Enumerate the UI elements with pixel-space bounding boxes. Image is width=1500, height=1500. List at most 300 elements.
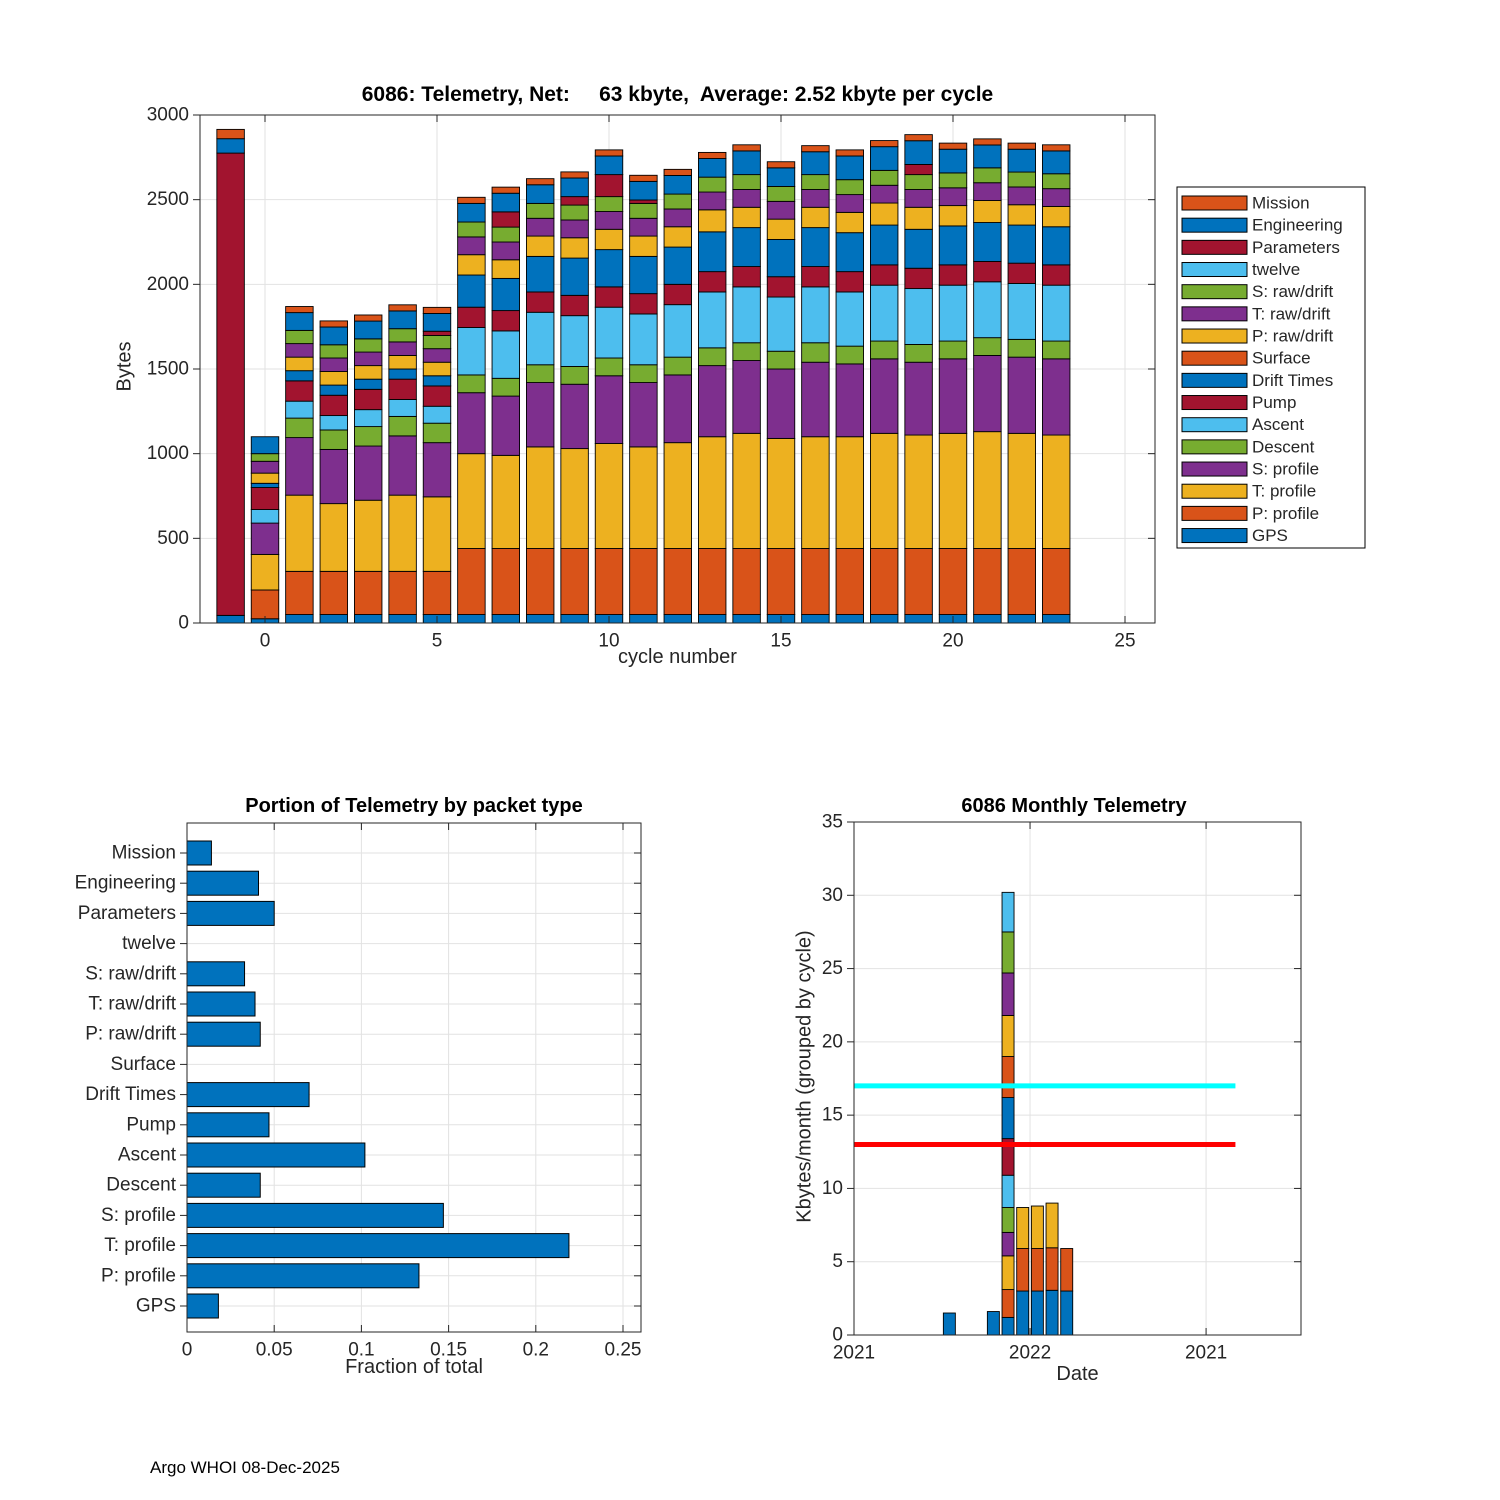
- bar-segment-s--profile: [630, 383, 658, 447]
- monthly-bar-segment: [1002, 932, 1014, 973]
- bar-segment-drift-times: [561, 258, 589, 295]
- monthly-bar-segment: [1002, 1015, 1014, 1056]
- bar-segment-t--raw-drift: [526, 218, 554, 236]
- bar-segment-t--raw-drift: [251, 461, 279, 473]
- x-tick-label: 25: [1114, 630, 1136, 652]
- bar-segment-s--profile: [1008, 357, 1036, 433]
- bar-segment-engineering: [836, 156, 864, 180]
- portion-by-packet-type-chart: [75, 823, 642, 1361]
- bar-segment-p--profile: [251, 590, 279, 619]
- bar-segment-t--raw-drift: [698, 192, 726, 210]
- monthly-bar-segment: [1017, 1291, 1029, 1335]
- bar-segment-pump: [939, 265, 967, 285]
- bar-segment-s--raw-drift: [939, 173, 967, 188]
- hbar-gps: [187, 1294, 218, 1318]
- bar-segment-descent: [905, 344, 933, 362]
- bar-segment-t--profile: [1042, 435, 1070, 548]
- bar-segment-pump: [286, 381, 314, 401]
- bar-segment-t--raw-drift: [870, 185, 898, 203]
- bar-segment-s--raw-drift: [251, 454, 279, 462]
- chart2-title: Portion of Telemetry by packet type: [245, 795, 583, 817]
- bar-segment-p--profile: [974, 548, 1002, 614]
- bar-segment-s--raw-drift: [905, 175, 933, 190]
- bar-segment-p--profile: [286, 571, 314, 614]
- bar-segment-gps: [561, 615, 589, 623]
- bar-segment-gps: [698, 615, 726, 623]
- bar-segment-gps: [217, 615, 245, 623]
- bar-segment-p--raw-drift: [664, 227, 692, 247]
- bar-segment-t--profile: [767, 438, 795, 548]
- y-tick-label: 0: [832, 1324, 843, 1346]
- bar-segment-drift-times: [320, 385, 348, 395]
- bar-segment-ascent: [630, 314, 658, 365]
- bar-segment-engineering: [458, 203, 486, 222]
- bar-segment-descent: [939, 341, 967, 359]
- y-tick-label: 1500: [146, 358, 189, 380]
- y-tick-label: 2000: [146, 273, 189, 295]
- bar-segment-t--raw-drift: [905, 190, 933, 208]
- bar-segment-descent: [458, 375, 486, 393]
- bar-segment-drift-times: [767, 239, 795, 276]
- legend-swatch: [1182, 462, 1247, 476]
- bar-segment-ascent: [423, 406, 451, 423]
- legend-label: P: profile: [1252, 503, 1320, 523]
- bar-segment-gps: [492, 615, 520, 623]
- bar-segment-s--raw-drift: [561, 205, 589, 220]
- bar-segment-engineering: [664, 175, 692, 194]
- bar-segment-pump: [389, 379, 417, 399]
- bar-segment-drift-times: [595, 250, 623, 287]
- bar-segment-ascent: [458, 328, 486, 375]
- bar-segment-pump: [974, 261, 1002, 281]
- monthly-bar-segment: [987, 1312, 999, 1335]
- bar-segment-t--raw-drift: [1008, 187, 1036, 205]
- bar-segment-pump: [802, 267, 830, 287]
- bar-segment-p--raw-drift: [320, 372, 348, 386]
- bar-segment-parameters: [630, 200, 658, 203]
- bar-segment-s--profile: [733, 361, 761, 434]
- bar-segment-engineering: [251, 437, 279, 454]
- bar-segment-engineering: [354, 321, 382, 339]
- monthly-bar-segment: [1061, 1249, 1073, 1292]
- legend-swatch: [1182, 373, 1247, 387]
- bar-segment-engineering: [630, 181, 658, 200]
- bar-segment-descent: [526, 365, 554, 383]
- bar-segment-p--raw-drift: [492, 260, 520, 279]
- category-label: Ascent: [117, 1144, 176, 1166]
- x-tick-label: 2022: [1008, 1342, 1052, 1364]
- bar-segment-descent: [974, 338, 1002, 356]
- bar-segment-s--raw-drift: [767, 186, 795, 201]
- bar-segment-mission: [423, 307, 451, 313]
- bar-segment-drift-times: [974, 223, 1002, 262]
- chart1-y-axis-label: Bytes: [113, 341, 136, 392]
- bar-segment-pump: [664, 284, 692, 304]
- y-tick-label: 30: [821, 884, 843, 906]
- bar-segment-s--raw-drift: [630, 203, 658, 218]
- bar-segment-t--profile: [630, 447, 658, 549]
- legend-label: GPS: [1252, 526, 1288, 546]
- hbar-t--profile: [187, 1234, 569, 1258]
- bar-segment-t--profile: [802, 437, 830, 549]
- legend-swatch: [1182, 218, 1247, 232]
- bar-segment-pump: [561, 295, 589, 315]
- hbar-s--raw-drift: [187, 962, 245, 986]
- bar-segment-gps: [974, 615, 1002, 623]
- hbar-ascent: [187, 1143, 365, 1167]
- bar-segment-p--profile: [423, 571, 451, 614]
- monthly-bar-segment: [943, 1313, 955, 1335]
- monthly-bar-segment: [1002, 1175, 1014, 1207]
- bar-segment-gps: [733, 615, 761, 623]
- bar-segment-p--raw-drift: [733, 207, 761, 227]
- bar-segment-t--raw-drift: [286, 344, 314, 358]
- bar-segment-ascent: [561, 316, 589, 367]
- bar-segment-mission: [354, 315, 382, 321]
- monthly-bar-segment: [1046, 1290, 1058, 1335]
- bar-segment-p--profile: [836, 548, 864, 614]
- legend-label: Parameters: [1252, 237, 1340, 257]
- bar-segment-descent: [733, 343, 761, 361]
- bar-segment-drift-times: [630, 256, 658, 293]
- legend-swatch: [1182, 285, 1247, 299]
- bar-segment-descent: [836, 346, 864, 364]
- bar-segment-p--raw-drift: [251, 473, 279, 483]
- hbar-pump: [187, 1113, 269, 1137]
- bar-segment-pump: [836, 272, 864, 292]
- bar-segment-pump: [905, 268, 933, 288]
- bar-segment-engineering: [492, 193, 520, 212]
- category-label: Engineering: [74, 872, 176, 894]
- bar-segment-pump: [423, 386, 451, 406]
- bar-segment-mission: [630, 175, 658, 181]
- bar-segment-t--raw-drift: [423, 349, 451, 363]
- bar-segment-engineering: [939, 149, 967, 173]
- bar-segment-drift-times: [389, 369, 417, 379]
- bar-segment-engineering: [767, 168, 795, 187]
- bar-segment-s--raw-drift: [836, 180, 864, 195]
- monthly-bar-segment: [1061, 1291, 1073, 1335]
- bar-segment-p--raw-drift: [767, 219, 795, 239]
- bar-segment-p--raw-drift: [630, 236, 658, 256]
- monthly-bar-segment: [1031, 1291, 1043, 1335]
- bar-segment-t--profile: [905, 435, 933, 548]
- bar-segment-ascent: [767, 297, 795, 351]
- bar-segment-mission: [870, 141, 898, 147]
- bar-segment-gps: [526, 615, 554, 623]
- bar-segment-drift-times: [664, 247, 692, 284]
- bar-segment-t--raw-drift: [733, 190, 761, 208]
- monthly-bar-segment: [1002, 1256, 1014, 1290]
- hbar-parameters: [187, 901, 274, 925]
- bar-segment-ascent: [939, 285, 967, 341]
- bar-segment-p--raw-drift: [870, 203, 898, 225]
- bar-segment-descent: [870, 341, 898, 359]
- bar-segment-p--raw-drift: [526, 236, 554, 256]
- bar-segment-descent: [423, 423, 451, 442]
- chart2-x-axis-label: Fraction of total: [345, 1356, 483, 1378]
- bar-segment-p--raw-drift: [1008, 205, 1036, 225]
- monthly-bar-segment: [1002, 1057, 1014, 1098]
- bar-segment-p--raw-drift: [595, 229, 623, 249]
- bar-segment-drift-times: [905, 229, 933, 268]
- bar-segment-ascent: [664, 305, 692, 357]
- bar-segment-gps: [458, 615, 486, 623]
- legend-label: T: raw/drift: [1252, 304, 1331, 324]
- hbar-p--profile: [187, 1264, 419, 1288]
- bar-segment-s--profile: [698, 366, 726, 437]
- bar-segment-s--raw-drift: [492, 227, 520, 242]
- bar-segment-drift-times: [423, 376, 451, 386]
- bar-segment-s--profile: [492, 396, 520, 455]
- bar-segment-pump: [733, 267, 761, 287]
- bar-segment-ascent: [905, 289, 933, 345]
- bar-segment-p--raw-drift: [1042, 206, 1070, 226]
- chart3-axes-box: [854, 822, 1301, 1335]
- bar-segment-p--profile: [733, 548, 761, 614]
- x-tick-label: 0.05: [255, 1339, 293, 1361]
- bar-segment-s--profile: [389, 436, 417, 495]
- bar-segment-t--raw-drift: [939, 188, 967, 206]
- bar-segment-p--raw-drift: [836, 212, 864, 232]
- legend-swatch: [1182, 196, 1247, 210]
- bar-segment-engineering: [526, 185, 554, 204]
- chart1-title: 6086: Telemetry, Net: 63 kbyte, Average: 2.52 kbyte per cycle: [361, 83, 994, 106]
- bar-segment-t--raw-drift: [974, 183, 1002, 201]
- bar-segment-p--profile: [939, 548, 967, 614]
- bar-segment-t--profile: [1008, 433, 1036, 548]
- bar-segment-gps: [905, 615, 933, 623]
- hbar-engineering: [187, 871, 259, 895]
- bar-segment-s--raw-drift: [595, 197, 623, 212]
- bar-segment-ascent: [389, 399, 417, 416]
- bar-segment-mission: [836, 150, 864, 156]
- bar-segment-t--profile: [389, 495, 417, 571]
- y-tick-label: 15: [821, 1104, 843, 1126]
- bar-segment-ascent: [870, 285, 898, 341]
- bar-segment-pump: [251, 488, 279, 510]
- bar-segment-s--raw-drift: [974, 168, 1002, 183]
- bar-segment-mission: [492, 187, 520, 193]
- bar-segment-ascent: [1042, 285, 1070, 341]
- bar-segment-s--raw-drift: [1042, 174, 1070, 189]
- chart3-title: 6086 Monthly Telemetry: [961, 795, 1187, 817]
- bar-segment-engineering: [561, 178, 589, 197]
- bar-segment-ascent: [251, 510, 279, 524]
- bar-segment-drift-times: [526, 256, 554, 292]
- bar-segment-descent: [767, 351, 795, 369]
- monthly-bar-segment: [1002, 1232, 1014, 1255]
- x-tick-label: 15: [770, 630, 792, 652]
- bar-segment-pump: [595, 287, 623, 307]
- bar-segment-gps: [802, 615, 830, 623]
- hbar-descent: [187, 1173, 260, 1197]
- bar-segment-t--raw-drift: [802, 190, 830, 208]
- x-tick-label: 2021: [832, 1342, 876, 1364]
- monthly-bar-segment: [1046, 1203, 1058, 1248]
- category-label: GPS: [135, 1295, 176, 1317]
- bar-segment-engineering: [595, 156, 623, 175]
- y-tick-label: 2500: [146, 189, 189, 211]
- bar-segment-p--profile: [561, 548, 589, 614]
- bar-segment-drift-times: [458, 275, 486, 307]
- bar-segment-parameters: [217, 153, 245, 615]
- bar-segment-t--profile: [595, 444, 623, 549]
- bar-segment-descent: [630, 365, 658, 383]
- bar-segment-s--profile: [423, 443, 451, 497]
- bar-segment-p--raw-drift: [974, 201, 1002, 223]
- bar-segment-s--profile: [664, 375, 692, 443]
- category-label: S: profile: [101, 1204, 176, 1226]
- hbar-s--profile: [187, 1203, 443, 1227]
- category-label: Descent: [106, 1174, 176, 1196]
- category-label: P: raw/drift: [85, 1023, 176, 1045]
- bar-segment-t--raw-drift: [354, 352, 382, 366]
- legend-label: Pump: [1252, 393, 1297, 413]
- bar-segment-s--profile: [526, 383, 554, 447]
- hbar-p--raw-drift: [187, 1022, 260, 1046]
- bar-segment-engineering: [905, 141, 933, 165]
- y-tick-label: 20: [821, 1031, 843, 1053]
- bar-segment-p--raw-drift: [458, 255, 486, 275]
- legend-label: P: raw/drift: [1252, 326, 1334, 346]
- bar-segment-s--profile: [870, 359, 898, 434]
- bar-segment-s--profile: [320, 449, 348, 503]
- bar-segment-mission: [286, 307, 314, 313]
- monthly-bar-segment: [1002, 1098, 1014, 1139]
- bar-segment-t--profile: [698, 437, 726, 549]
- bar-segment-descent: [1008, 339, 1036, 357]
- bar-segment-mission: [664, 169, 692, 175]
- bar-segment-engineering: [423, 313, 451, 331]
- y-tick-label: 500: [157, 527, 189, 549]
- bar-segment-pump: [870, 265, 898, 285]
- y-tick-label: 1000: [146, 443, 189, 465]
- category-label: Surface: [110, 1053, 176, 1075]
- bar-segment-mission: [939, 143, 967, 149]
- bar-segment-s--profile: [1042, 359, 1070, 435]
- bar-segment-descent: [492, 378, 520, 396]
- x-tick-label: 0: [181, 1339, 193, 1361]
- bar-segment-mission: [1042, 145, 1070, 151]
- bar-segment-gps: [354, 615, 382, 623]
- legend-swatch: [1182, 329, 1247, 343]
- bar-segment-engineering: [802, 152, 830, 175]
- bar-segment-p--profile: [1008, 548, 1036, 614]
- chart3-x-axis-label: Date: [1056, 1363, 1099, 1385]
- bar-segment-drift-times: [1008, 225, 1036, 263]
- bar-segment-drift-times: [251, 483, 279, 487]
- bar-segment-ascent: [354, 410, 382, 427]
- bar-segment-t--raw-drift: [389, 342, 417, 356]
- bar-segment-pump: [698, 272, 726, 292]
- bar-segment-p--profile: [320, 571, 348, 614]
- bar-segment-p--profile: [526, 548, 554, 614]
- bar-segment-mission: [217, 129, 245, 138]
- legend-swatch: [1182, 351, 1247, 365]
- bar-segment-t--raw-drift: [492, 242, 520, 260]
- bar-segment-s--profile: [458, 393, 486, 454]
- bar-segment-t--raw-drift: [1042, 189, 1070, 207]
- legend: [1177, 187, 1365, 548]
- bar-segment-gps: [664, 615, 692, 623]
- bar-segment-s--profile: [354, 446, 382, 500]
- legend-label: Descent: [1252, 437, 1315, 457]
- bar-segment-gps: [836, 615, 864, 623]
- bar-segment-t--raw-drift: [836, 195, 864, 213]
- bar-segment-s--profile: [836, 364, 864, 437]
- monthly-bar-segment: [1002, 892, 1014, 932]
- bar-segment-drift-times: [698, 232, 726, 272]
- bar-segment-mission: [802, 146, 830, 152]
- bar-segment-mission: [767, 162, 795, 168]
- monthly-bar-segment: [1002, 973, 1014, 1016]
- bar-segment-drift-times: [492, 278, 520, 310]
- bar-segment-p--raw-drift: [286, 357, 314, 371]
- hbar-drift-times: [187, 1083, 309, 1107]
- bar-segment-t--profile: [354, 500, 382, 571]
- category-label: T: raw/drift: [88, 993, 176, 1015]
- bar-segment-t--raw-drift: [630, 218, 658, 236]
- bar-segment-p--profile: [664, 548, 692, 614]
- x-tick-label: 5: [431, 630, 443, 652]
- category-label: Pump: [126, 1114, 176, 1136]
- bar-segment-drift-times: [1042, 227, 1070, 265]
- bar-segment-engineering: [1042, 151, 1070, 174]
- bar-segment-s--profile: [561, 384, 589, 448]
- y-tick-label: 0: [178, 612, 189, 634]
- bar-segment-t--raw-drift: [458, 237, 486, 255]
- bar-segment-descent: [1042, 341, 1070, 359]
- legend-swatch: [1182, 506, 1247, 520]
- bar-segment-ascent: [733, 287, 761, 343]
- bar-segment-drift-times: [802, 228, 830, 267]
- monthly-telemetry-chart: [822, 812, 1301, 1364]
- chart3-y-axis-label: Kbytes/month (grouped by cycle): [793, 930, 816, 1223]
- bar-segment-s--raw-drift: [320, 345, 348, 358]
- bar-segment-engineering: [217, 139, 245, 153]
- x-tick-label: 10: [598, 630, 620, 652]
- bar-segment-gps: [1042, 615, 1070, 623]
- bar-segment-descent: [802, 343, 830, 362]
- bar-segment-t--profile: [870, 433, 898, 548]
- bar-segment-descent: [389, 416, 417, 435]
- bar-segment-p--profile: [905, 548, 933, 614]
- bar-segment-parameters: [423, 331, 451, 335]
- bar-segment-p--raw-drift: [423, 362, 451, 376]
- x-tick-label: 0.1: [348, 1339, 375, 1361]
- y-tick-label: 10: [821, 1177, 843, 1199]
- bar-segment-s--raw-drift: [733, 175, 761, 190]
- legend-label: Engineering: [1252, 215, 1343, 235]
- bar-segment-s--profile: [802, 362, 830, 437]
- bar-segment-p--profile: [595, 548, 623, 614]
- bar-segment-descent: [320, 430, 348, 449]
- bar-segment-s--profile: [939, 359, 967, 434]
- bar-segment-s--profile: [905, 362, 933, 435]
- bar-segment-p--raw-drift: [389, 355, 417, 369]
- bar-segment-p--raw-drift: [939, 206, 967, 226]
- bar-segment-engineering: [870, 147, 898, 171]
- bar-segment-p--profile: [389, 571, 417, 614]
- bar-segment-descent: [354, 427, 382, 446]
- category-label: Mission: [111, 842, 176, 864]
- legend-label: Drift Times: [1252, 370, 1334, 390]
- bar-segment-ascent: [320, 416, 348, 430]
- bar-segment-gps: [286, 615, 314, 623]
- bar-segment-t--profile: [939, 433, 967, 548]
- bar-segment-pump: [320, 395, 348, 415]
